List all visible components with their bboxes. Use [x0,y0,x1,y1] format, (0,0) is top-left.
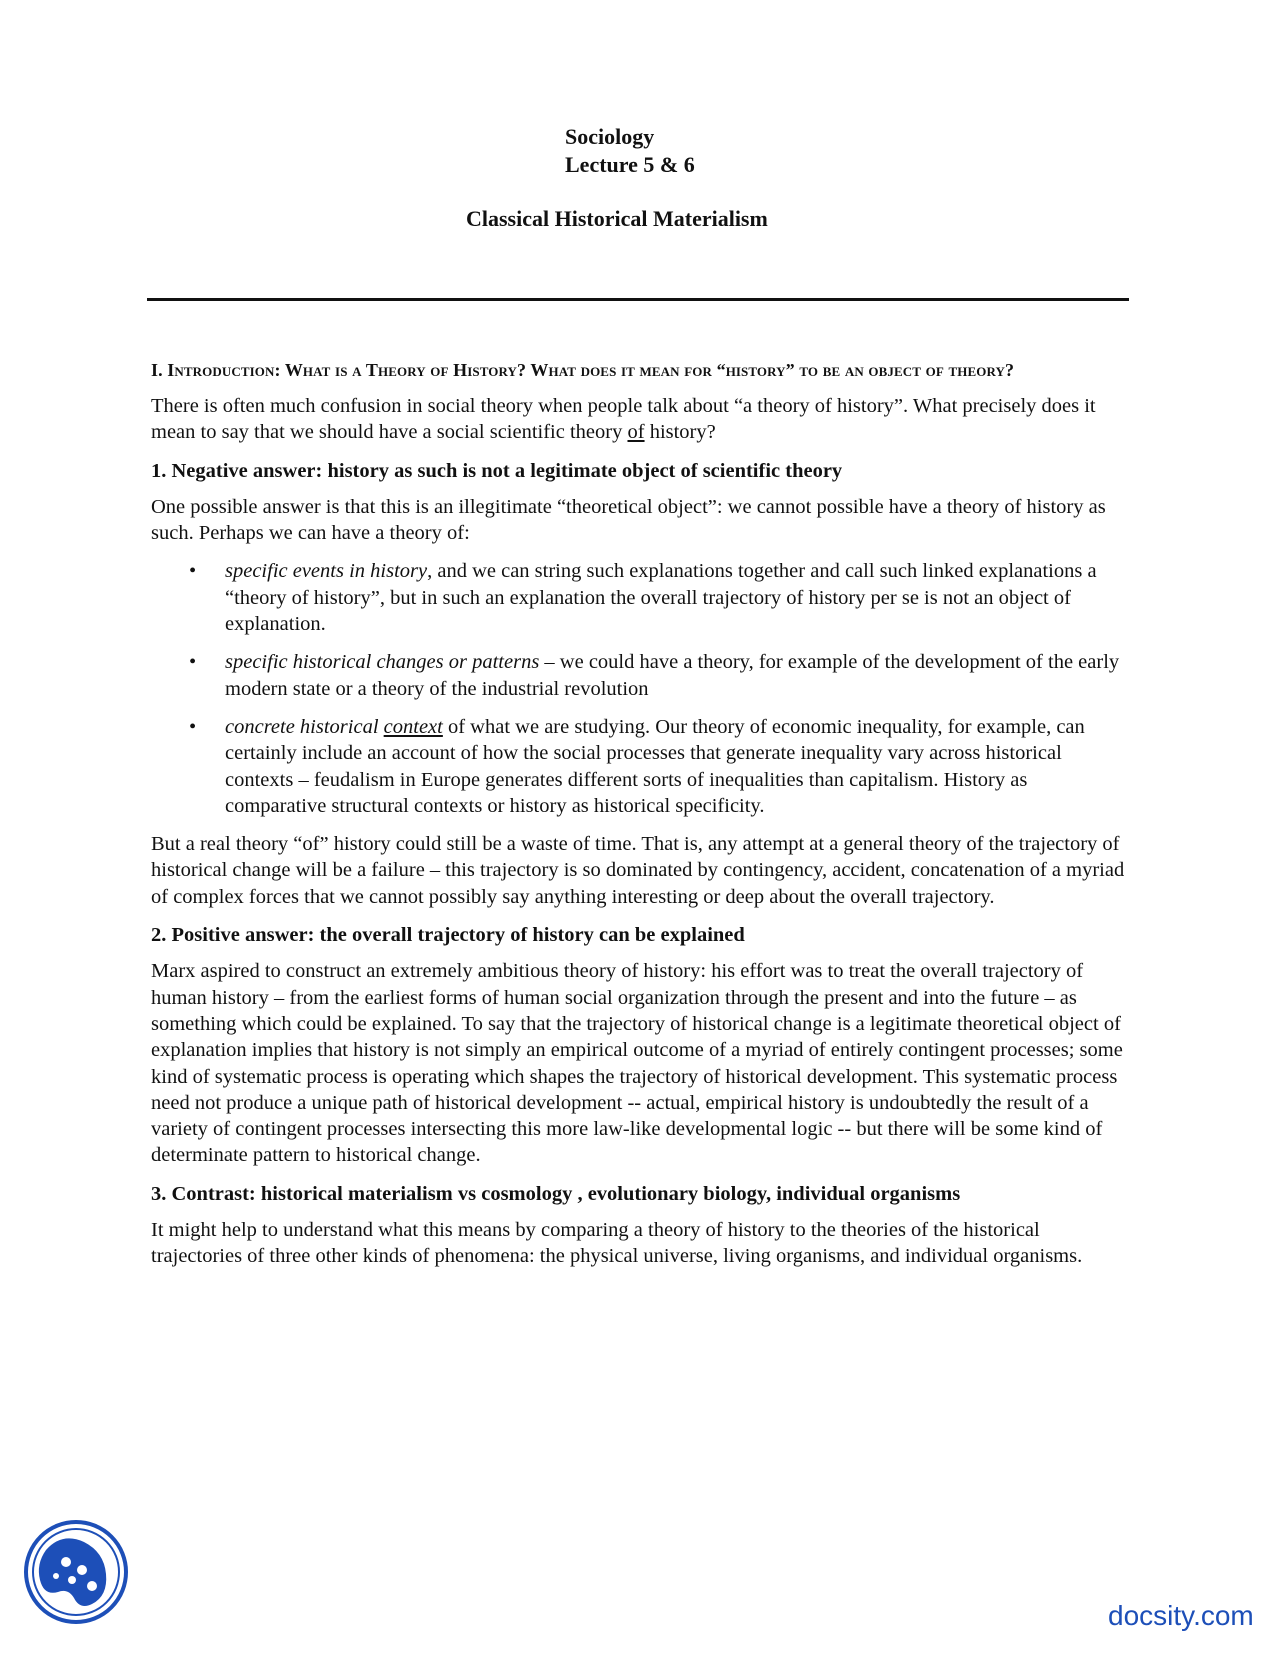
lecture-number: Lecture 5 & 6 [565,152,695,177]
negative-bullet-list [151,558,1131,819]
bullet-text: of what we are studying. Our theory of economic inequality, for example, can certainly include an account of how the social processes that generate inequality vary across historical contexts – feudalism in Europe generates different sorts of inequalities than capitalism. History as comparative structural contexts or history as historical specificity. [225,715,1085,817]
contrast-heading: 3. Contrast: historical materialism vs cosmology , evolutionary biology, individual organisms [151,1182,961,1205]
list-item [151,714,1131,819]
horizontal-rule [147,298,1129,301]
list-item [151,649,1131,702]
document-title: Classical Historical Materialism [466,206,768,231]
bullet-icon: • [189,715,197,738]
document-body [151,358,1131,1282]
bullet-icon: • [189,651,197,674]
positive-answer-heading: 2. Positive answer: the overall trajectory of history can be explained [151,924,745,947]
negative-closing-paragraph: But a real theory “of” history could still be a waste of time. That is, any attempt at a general theory of the trajectory of historical change will be a failure – this trajectory is so dominated by contingency, accident, concatenation of a myriad of complex forces that we cannot possibly say anything interesting or deep about the overall trajectory. [151,833,1125,908]
bullet-text: , and we can string such explanations together and call such linked explanations a “theory of history”, but in such an explanation the overall trajectory of history per se is not an object of explanation. [225,560,1097,636]
bullet-icon: • [189,560,197,583]
docsity-logo-icon[interactable] [22,1518,130,1626]
contrast-paragraph: It might help to understand what this means by comparing a theory of history to the theories of the historical trajectories of three other kinds of phenomena: the physical universe, living organisms, and individual organisms. [151,1219,1083,1268]
positive-paragraph: Marx aspired to construct an extremely ambitious theory of history: his effort was to treat the overall trajectory of human history – from the earliest forms of human social organization through the present and into the future – as something which could be explained. To say that the trajectory of historical change is a legitimate theoretical object of explanation implies that history is not simply an empirical outcome of a myriad of entirely contingent processes; some kind of systematic process is operating which shapes the trajectory of historical development. This systematic process need not produce a unique path of historical development -- actual, empirical history is undoubtedly the result of a variety of contingent processes intersecting this more law-like developmental logic -- but there will be some kind of determinate pattern to historical change. [151,960,1123,1167]
intro-text-of: of [627,421,645,444]
list-item [151,558,1131,637]
negative-answer-heading: 1. Negative answer: history as such is not a legitimate object of scientific theory [151,459,843,482]
bullet-emphasis: specific events in history [225,560,428,583]
docsity-brand-link[interactable]: docsity.com [1108,1600,1254,1631]
intro-paragraph [151,393,1131,446]
course-title: Sociology [565,124,655,149]
negative-intro-paragraph: One possible answer is that this is an illegitimate “theoretical object”: we cannot possible have a theory of history as such. Perhaps we can have a theory of: [151,495,1106,545]
intro-text-b: history? [644,421,716,444]
intro-text-a: There is often much confusion in social theory when people talk about “a theory of history”. What precisely does it mean to say that we should have a social scientific theory [151,395,1096,444]
bullet-emphasis-underlined: context [383,715,443,738]
bullet-emphasis: specific historical changes or patterns [225,651,540,674]
section-intro-heading: I. Introduction: What is a Theory of History? What does it mean for “history” to be an object of theory? [151,360,1015,380]
bullet-text: – we could have a theory, for example of the development of the early modern state or a theory of the industrial revolution [225,651,1120,700]
bullet-emphasis: concrete historical [225,715,384,738]
